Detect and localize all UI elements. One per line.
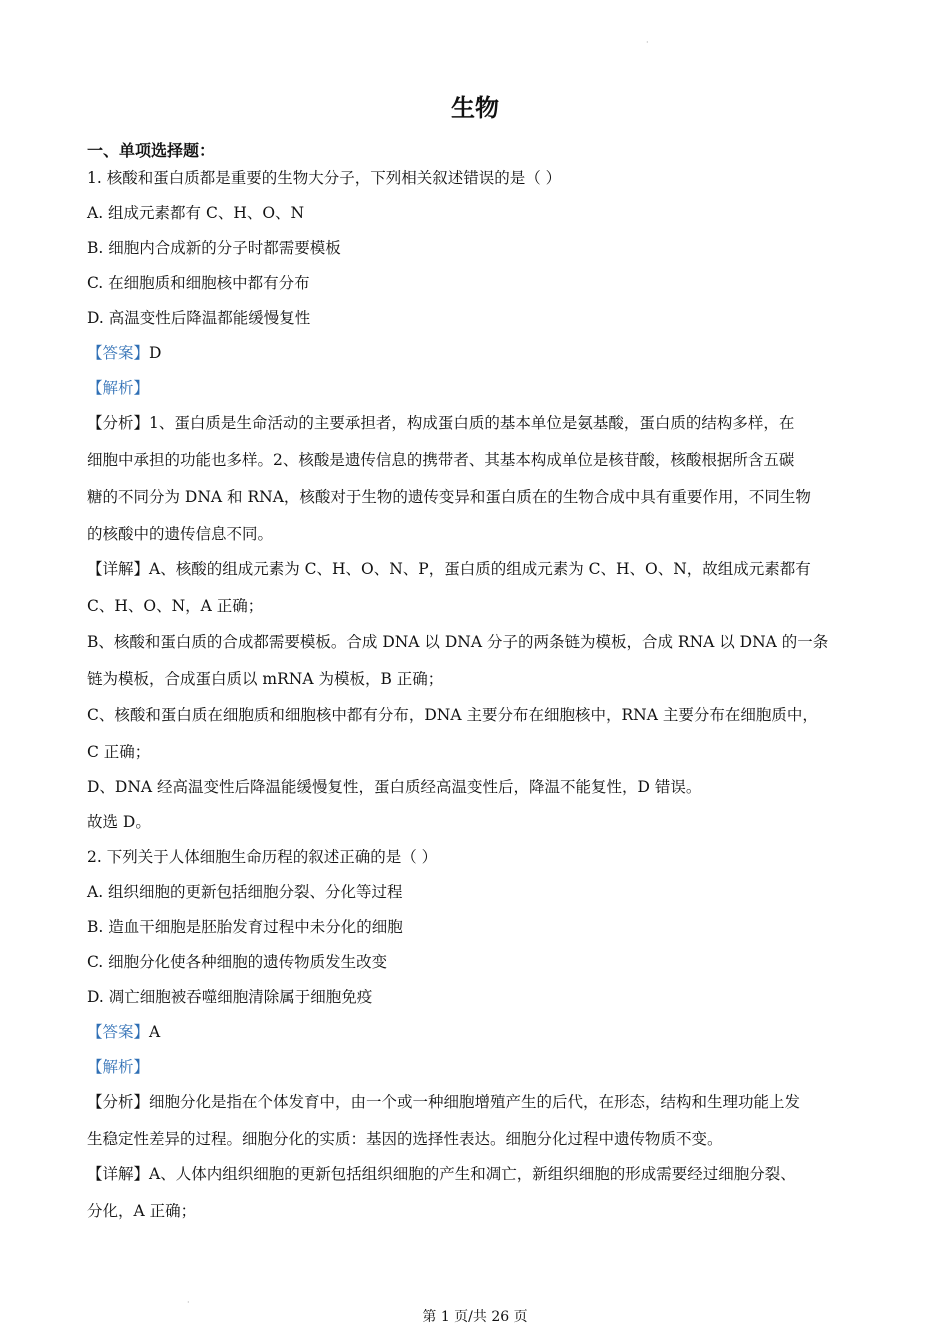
question-1-analysis-line bbox=[87, 411, 794, 433]
question-2-option-c: C. 细胞分化使各种细胞的遗传物质发生改变 bbox=[87, 953, 388, 971]
question-1-detail-line: 链为模板，合成蛋白质以 mRNA 为模板，B 正确； bbox=[87, 670, 444, 688]
question-1-analysis-tag: 【解析】 bbox=[87, 379, 150, 397]
question-1-stem: 1. 核酸和蛋白质都是重要的生物大分子，下列相关叙述错误的是（ ） bbox=[87, 169, 562, 187]
analysis-tag: 【分析】 bbox=[87, 1093, 150, 1111]
question-1-detail-line: B、核酸和蛋白质的合成都需要模板。合成 DNA 以 DNA 分子的两条链为模板，合成 RNA 以 DNA 的一条 bbox=[87, 633, 829, 651]
question-1-detail-line: C、核酸和蛋白质在细胞质和细胞核中都有分布，DNA 主要分布在细胞核中，RNA 主要分布在细胞质中， bbox=[87, 706, 818, 724]
answer-value: D bbox=[149, 344, 162, 362]
answer-value: A bbox=[149, 1023, 161, 1041]
question-2-analysis-tag: 【解析】 bbox=[87, 1058, 150, 1076]
analysis-text: 1、蛋白质是生命活动的主要承担者，构成蛋白质的基本单位是氨基酸，蛋白质的结构多样，在 bbox=[149, 414, 795, 432]
question-1-analysis-line: 细胞中承担的功能也多样。2、核酸是遗传信息的携带者、其基本构成单位是核苷酸，核酸根据所含五碳 bbox=[87, 451, 795, 469]
question-1-analysis-line: 的核酸中的遗传信息不同。 bbox=[87, 525, 274, 543]
question-2-option-b: B. 造血干细胞是胚胎发育过程中未分化的细胞 bbox=[87, 918, 403, 936]
question-2-analysis-line bbox=[87, 1090, 800, 1112]
question-2-option-a: A. 组织细胞的更新包括细胞分裂、分化等过程 bbox=[87, 883, 403, 901]
question-2-detail-line bbox=[87, 1162, 796, 1184]
page-title: 生物 bbox=[451, 93, 499, 122]
question-2-analysis-line: 生稳定性差异的过程。细胞分化的实质：基因的选择性表达。细胞分化过程中遗传物质不变。 bbox=[87, 1130, 723, 1148]
question-1-detail-line bbox=[87, 557, 811, 579]
answer-tag: 【答案】 bbox=[87, 1023, 150, 1041]
corner-mark: · bbox=[187, 1298, 190, 1307]
question-1-option-d: D. 高温变性后降温都能缓慢复性 bbox=[87, 309, 311, 327]
detail-text: A、人体内组织细胞的更新包括组织细胞的产生和凋亡，新组织细胞的形成需要经过细胞分裂、 bbox=[149, 1165, 796, 1183]
question-1-answer bbox=[87, 341, 161, 363]
question-1-conclusion: 故选 D。 bbox=[87, 813, 151, 831]
question-2-detail-line: 分化，A 正确； bbox=[87, 1202, 197, 1220]
answer-tag: 【答案】 bbox=[87, 344, 150, 362]
analysis-text: 细胞分化是指在个体发育中，由一个或一种细胞增殖产生的后代，在形态，结构和生理功能上发 bbox=[149, 1093, 801, 1111]
question-2-answer bbox=[87, 1020, 160, 1042]
question-1-option-b: B. 细胞内合成新的分子时都需要模板 bbox=[87, 239, 341, 257]
detail-tag: 【详解】 bbox=[87, 560, 150, 578]
question-1-detail-line: D、DNA 经高温变性后降温能缓慢复性，蛋白质经高温变性后，降温不能复性，D 错误。 bbox=[87, 778, 702, 796]
question-1-option-a: A. 组成元素都有 C、H、O、N bbox=[87, 204, 305, 222]
detail-tag: 【详解】 bbox=[87, 1165, 150, 1183]
question-1-detail-line: C、H、O、N，A 正确； bbox=[87, 597, 264, 615]
section-heading: 一、单项选择题： bbox=[87, 141, 216, 160]
question-2-option-d: D. 凋亡细胞被吞噬细胞清除属于细胞免疫 bbox=[87, 988, 373, 1006]
question-1-analysis-line: 糖的不同分为 DNA 和 RNA，核酸对于生物的遗传变异和蛋白质在的生物合成中具有重要作用，不同生物 bbox=[87, 488, 811, 506]
question-1-detail-line: C 正确； bbox=[87, 743, 151, 761]
corner-mark: · bbox=[646, 38, 649, 47]
question-2-stem: 2. 下列关于人体细胞生命历程的叙述正确的是（ ） bbox=[87, 848, 438, 866]
question-1-option-c: C. 在细胞质和细胞核中都有分布 bbox=[87, 274, 310, 292]
detail-text: A、核酸的组成元素为 C、H、O、N、P，蛋白质的组成元素为 C、H、O、N，故组成元素都有 bbox=[149, 560, 811, 578]
analysis-tag: 【分析】 bbox=[87, 414, 150, 432]
page-footer: 第 1 页/共 26 页 bbox=[422, 1309, 528, 1325]
